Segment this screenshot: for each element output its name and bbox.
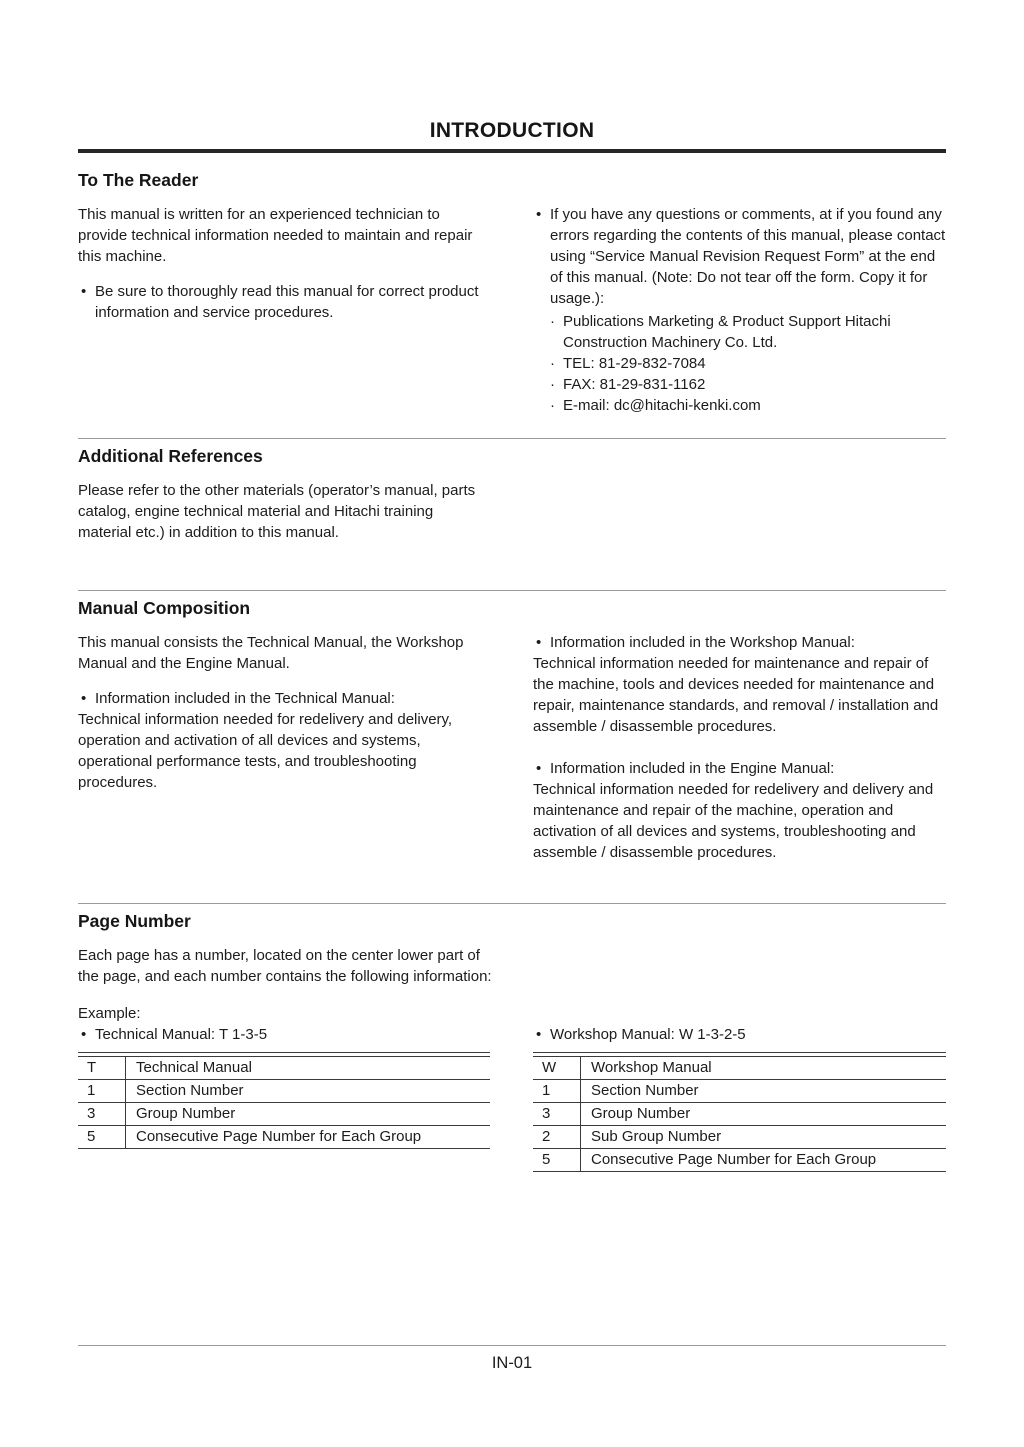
reader-contact-list <box>549 311 946 416</box>
composition-technical-bullet <box>78 688 490 709</box>
table-cell-code: T <box>87 1059 97 1076</box>
sub-bullet-icon: · <box>550 397 555 414</box>
page-number-right-column <box>533 1003 946 1172</box>
composition-right-column <box>533 632 946 877</box>
table-row <box>78 1103 490 1126</box>
references-body-text: Please refer to the other materials (operator’s manual, parts catalog, engine technical material and Hitachi training material etc.) in addition to this manual. <box>78 482 476 541</box>
table-cell-desc: Workshop Manual <box>580 1057 946 1079</box>
reader-intro-text: This manual is written for an experienced technician to provide technical information needed to maintain and repair this machine. <box>78 206 473 265</box>
table-cell-desc: Section Number <box>580 1080 946 1102</box>
footer-rule <box>78 1345 946 1346</box>
bullet-icon: • <box>536 634 542 651</box>
table-cell-desc: Group Number <box>125 1103 490 1125</box>
table-cell-code: 5 <box>87 1128 96 1145</box>
section-additional-references <box>78 446 946 557</box>
composition-engine-body: Technical information needed for redelivery and delivery and maintenance and repair of the machine, operation and activation of all devices and systems, troubleshooting and assemble / disassemble procedures. <box>533 781 934 861</box>
contact-item <box>549 311 946 353</box>
table-row <box>533 1126 946 1149</box>
section-to-the-reader <box>78 170 946 416</box>
bullet-icon: • <box>536 206 542 223</box>
workshop-page-number-table <box>533 1052 946 1172</box>
table-cell-code: 1 <box>87 1082 96 1099</box>
technical-page-number-table <box>78 1052 490 1149</box>
table-cell-desc: Section Number <box>125 1080 490 1102</box>
composition-intro-text: This manual consists the Technical Manual, the Workshop Manual and the Engine Manual. <box>78 634 464 672</box>
section-divider <box>78 903 946 904</box>
table-cell-code: 5 <box>542 1151 551 1168</box>
page-header <box>78 119 946 143</box>
reader-bullet-read <box>78 281 490 323</box>
page-number-footer: IN-01 <box>491 1354 533 1372</box>
composition-workshop-bullet <box>533 632 946 653</box>
table-cell-code: W <box>542 1059 557 1076</box>
reader-bullet-contact <box>533 204 946 309</box>
contact-item-text: TEL: 81-29-832-7084 <box>563 355 706 372</box>
reader-bullet-read-text: Be sure to thoroughly read this manual for correct product information and service procedures. <box>95 283 479 321</box>
layout-spacer <box>533 1003 946 1024</box>
sub-bullet-icon: · <box>550 355 555 372</box>
table-row <box>533 1149 946 1172</box>
sub-bullet-icon: · <box>550 313 555 330</box>
contact-item <box>549 395 946 416</box>
section-page-number <box>78 911 946 1172</box>
composition-engine-label: Information included in the Engine Manual: <box>550 760 835 777</box>
table-row <box>78 1080 490 1103</box>
sub-bullet-icon: · <box>550 376 555 393</box>
table-row <box>533 1057 946 1080</box>
table-cell-desc: Sub Group Number <box>580 1126 946 1148</box>
reader-bullet-contact-text: If you have any questions or comments, at if you found any errors regarding the contents of this manual, please contact using “Service Manual Revision Request Form” at the end of this manual. (Note: Do not tear off the form. Copy it for usage.): <box>550 206 946 307</box>
contact-item-text: FAX: 81-29-831-1162 <box>563 376 706 393</box>
composition-engine-bullet <box>533 758 946 779</box>
table-cell-desc: Consecutive Page Number for Each Group <box>580 1149 946 1171</box>
section-heading-page-number: Page Number <box>78 911 191 931</box>
bullet-icon: • <box>536 1026 542 1043</box>
section-heading-to-the-reader: To The Reader <box>78 170 199 190</box>
technical-example-text: Technical Manual: T 1-3-5 <box>95 1026 268 1043</box>
table-row <box>533 1080 946 1103</box>
table-row <box>78 1126 490 1149</box>
reader-left-column <box>78 204 490 337</box>
composition-workshop-label: Information included in the Workshop Manual: <box>550 634 855 651</box>
reader-right-column <box>533 204 946 416</box>
table-cell-code: 2 <box>542 1128 551 1145</box>
table-cell-desc: Technical Manual <box>125 1057 490 1079</box>
contact-item-text: E-mail: dc@hitachi-kenki.com <box>563 397 761 414</box>
bullet-icon: • <box>536 760 542 777</box>
technical-example-bullet <box>78 1024 490 1045</box>
section-divider <box>78 590 946 591</box>
bullet-icon: • <box>81 283 87 300</box>
section-heading-manual-composition: Manual Composition <box>78 598 251 618</box>
workshop-example-bullet <box>533 1024 946 1045</box>
section-divider <box>78 438 946 439</box>
contact-item <box>549 374 946 395</box>
bullet-icon: • <box>81 690 87 707</box>
page-number-left-column <box>78 1003 490 1149</box>
title-rule <box>78 149 946 153</box>
section-heading-additional-references: Additional References <box>78 446 263 466</box>
table-cell-desc: Group Number <box>580 1103 946 1125</box>
contact-item <box>549 353 946 374</box>
composition-workshop-body: Technical information needed for maintenance and repair of the machine, tools and devices needed for maintenance and repair, maintenance standards, and removal / installation and assemble / disassemble procedures. <box>533 655 939 735</box>
page-number-intro-text: Each page has a number, located on the center lower part of the page, and each number contains the following information: <box>78 947 492 985</box>
table-cell-code: 3 <box>87 1105 96 1122</box>
table-cell-code: 1 <box>542 1082 551 1099</box>
table-cell-code: 3 <box>542 1105 551 1122</box>
workshop-example-text: Workshop Manual: W 1-3-2-5 <box>550 1026 746 1043</box>
table-row <box>78 1057 490 1080</box>
bullet-icon: • <box>81 1026 87 1043</box>
composition-left-column <box>78 632 490 807</box>
section-manual-composition <box>78 598 946 877</box>
example-label: Example: <box>78 1005 141 1022</box>
composition-technical-body: Technical information needed for redelivery and delivery, operation and activation of all devices and systems, operational performance tests, and troubleshooting procedures. <box>78 711 453 791</box>
page-title: INTRODUCTION <box>429 119 595 142</box>
composition-technical-label: Information included in the Technical Manual: <box>95 690 395 707</box>
contact-item-text: Publications Marketing & Product Support Hitachi Construction Machinery Co. Ltd. <box>563 313 891 351</box>
table-cell-desc: Consecutive Page Number for Each Group <box>125 1126 490 1148</box>
table-row <box>533 1103 946 1126</box>
